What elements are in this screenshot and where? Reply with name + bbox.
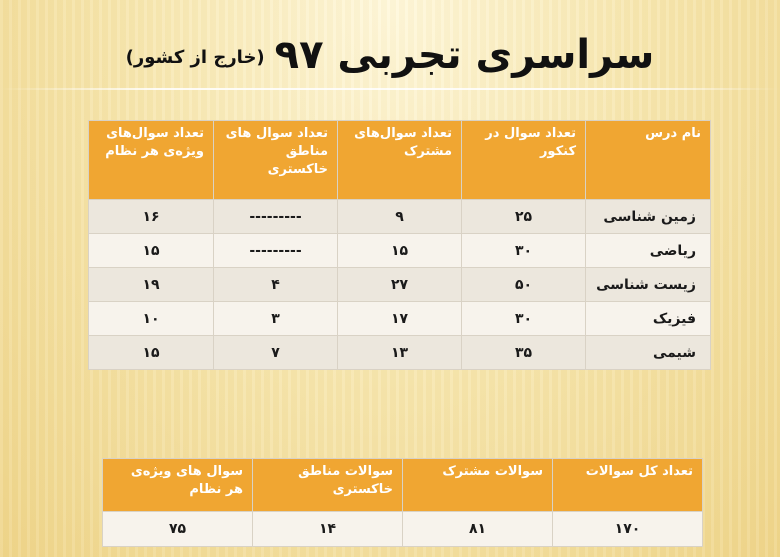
header-gray-area-questions: تعداد سوال های مناطق خاکستری [214,121,338,200]
title-subtitle: (خارج از کشور) [125,47,265,68]
cell-value: ۳۰ [462,234,586,268]
table-row [89,268,711,302]
cell-value: ۸۱ [403,512,553,547]
cell-value: ۷۵ [103,512,253,547]
cell-subject: زیست شناسی [586,268,711,302]
cell-value: ۲۵ [462,200,586,234]
cell-value: ۷ [214,336,338,370]
header-common-questions: سوالات مشترک [403,459,553,512]
table-row [103,512,703,547]
decorative-divider [0,88,780,90]
questions-by-subject-table [88,120,711,370]
cell-value: ۳۰ [462,302,586,336]
cell-value: ۳ [214,302,338,336]
cell-value: --------- [214,200,338,234]
header-common-questions: تعداد سوال‌های مشترک [338,121,462,200]
cell-value: ۱۹ [89,268,214,302]
header-system-specific-questions: سوال های ویژه‌ی هر نظام [103,459,253,512]
table-header-row [89,121,711,200]
cell-value: ۱۰ [89,302,214,336]
header-total-questions: تعداد کل سوالات [553,459,703,512]
table-header-row [103,459,703,512]
cell-subject: فیزیک [586,302,711,336]
table-row [89,302,711,336]
cell-value: ۱۵ [89,336,214,370]
cell-value: ۱۵ [338,234,462,268]
cell-subject: زمین شناسی [586,200,711,234]
title-main: سراسری تجربی ۹۷ [274,32,655,78]
cell-value: ۹ [338,200,462,234]
cell-value: --------- [214,234,338,268]
cell-value: ۱۷ [338,302,462,336]
cell-value: ۱۴ [253,512,403,547]
table-row [89,200,711,234]
cell-value: ۱۵ [89,234,214,268]
header-exam-questions: تعداد سوال در کنکور [462,121,586,200]
cell-value: ۱۷۰ [553,512,703,547]
table-row [89,336,711,370]
cell-value: ۵۰ [462,268,586,302]
cell-value: ۲۷ [338,268,462,302]
cell-value: ۱۳ [338,336,462,370]
header-system-specific-questions: تعداد سوال‌های ویژه‌ی هر نظام [89,121,214,200]
cell-subject: ریاضی [586,234,711,268]
header-gray-area-questions: سوالات مناطق خاکستری [253,459,403,512]
totals-table [102,458,703,547]
table-row [89,234,711,268]
header-subject: نام درس [586,121,711,200]
page-title [0,8,780,78]
cell-subject: شیمی [586,336,711,370]
cell-value: ۱۶ [89,200,214,234]
cell-value: ۳۵ [462,336,586,370]
cell-value: ۴ [214,268,338,302]
